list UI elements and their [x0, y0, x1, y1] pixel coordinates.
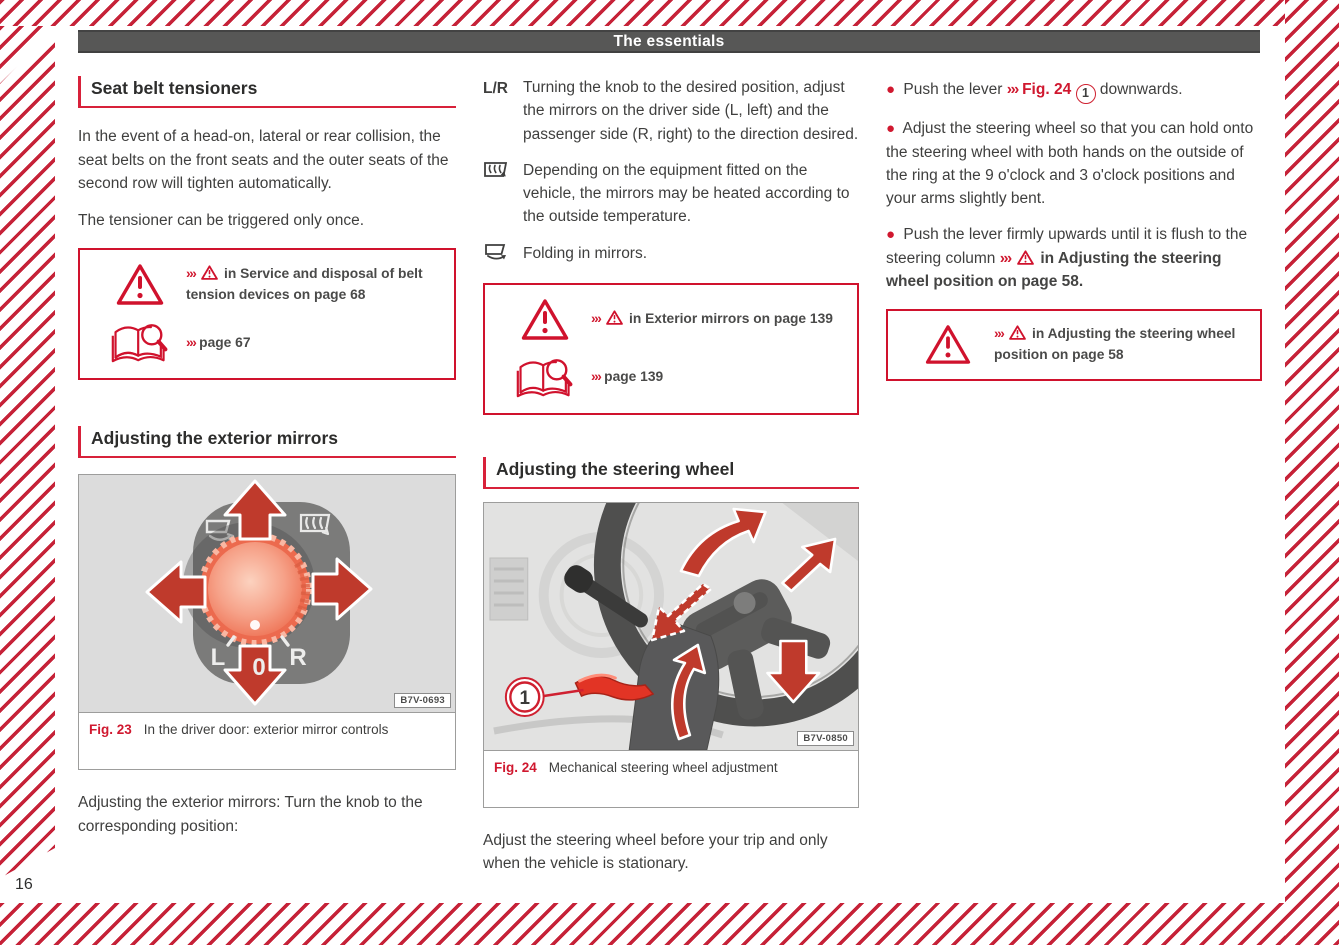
mirror-heating-icon [483, 160, 510, 180]
warning-reference-text: in Exterior mirrors on page 139 [628, 310, 833, 326]
paragraph-mirrors: Adjusting the exterior mirrors: Turn the knob to the corresponding position: [78, 794, 423, 835]
warning-reference-box-mirrors [483, 283, 859, 415]
figure-label: Fig. 23 [89, 722, 132, 738]
section-title-adjusting-steering-wheel: Adjusting the steering wheel [483, 457, 859, 489]
column-left [78, 76, 456, 838]
figure-23 [78, 474, 456, 770]
border-stripes-right [1285, 0, 1339, 945]
knob-position-label: L/R [483, 80, 508, 97]
book-reference-icon [111, 321, 169, 365]
warning-row [94, 263, 440, 306]
warning-reference-text: in Adjusting the steering wheel position on page 58 [994, 326, 1236, 362]
warning-triangle-inline-icon [201, 265, 218, 280]
warning-triangle-inline-icon [1017, 250, 1034, 265]
figure-caption-text: Mechanical steering wheel adjustment [548, 759, 778, 775]
warning-row [499, 356, 843, 400]
steering-wheel-adjustment-illustration [484, 503, 858, 750]
bullet-icon: ● [886, 226, 896, 244]
page-number: 16 [15, 876, 33, 893]
page-reference-text: page 139 [604, 369, 664, 385]
figure-caption-text: In the driver door: exterior mirror controls [143, 722, 389, 738]
chevron-reference: ››› [591, 369, 601, 385]
page-reference-text: page 67 [199, 334, 251, 350]
warning-triangle-inline-icon [606, 310, 623, 325]
list-item: L/R Turning the knob to the desired position, adjust the mirrors on the driver side (L, left) and the passenger side (R, right) to the direction desired. [483, 76, 859, 146]
warning-row [499, 298, 843, 341]
warning-row [94, 321, 440, 365]
chevron-reference: ››› [591, 310, 601, 326]
knob-letter-0: 0 [252, 654, 266, 682]
book-reference-icon [516, 356, 574, 400]
bullet-icon: ● [886, 120, 896, 137]
chevron-reference: ››› [186, 266, 196, 281]
paragraph-belt-1: In the event of a head-on, lateral or rear collision, the seat belts on the front seats and the outer seats of the second row will tighten automatically. [78, 128, 449, 193]
mirror-folding-icon [483, 243, 509, 260]
callout-1-reference: 1 [1076, 84, 1096, 104]
chevron-reference: ››› [994, 326, 1004, 342]
column-right [886, 78, 1262, 381]
warning-triangle-inline-icon [1009, 325, 1026, 340]
knob-position-list [483, 76, 859, 267]
figure-callout-1: 1 [519, 687, 531, 709]
warning-reference-box-steering [886, 309, 1262, 380]
figure-24 [483, 502, 859, 808]
chevron-reference: ››› [186, 334, 196, 350]
chapter-header [78, 30, 1260, 53]
warning-reference-box-belt [78, 248, 456, 380]
warning-triangle-icon [925, 324, 971, 365]
border-stripes-top [0, 0, 1339, 26]
section-title-adjusting-exterior-mirrors: Adjusting the exterior mirrors [78, 426, 456, 458]
list-item: Folding in mirrors. [483, 242, 859, 267]
section-title-seat-belt-tensioners: Seat belt tensioners [78, 76, 456, 108]
paragraph-belt-2: The tensioner can be triggered only once. [78, 211, 365, 229]
bullet-item: ● Push the lever ››› Fig. 24 1 downwards. [886, 78, 1262, 104]
figure-reference: Fig. 24 [1022, 81, 1072, 98]
warning-triangle-icon [521, 298, 569, 341]
figure-label: Fig. 24 [494, 759, 537, 775]
knob-letter-L: L [210, 644, 226, 672]
list-item: Depending on the equipment fitted on the vehicle, the mirrors may be heated according to the outside temperature. [483, 159, 859, 229]
warning-triangle-icon [116, 263, 164, 306]
chevron-reference: ››› [999, 249, 1011, 267]
chapter-title: The essentials [613, 33, 725, 50]
mirror-control-knob-illustration [79, 475, 455, 712]
border-stripes-left [0, 40, 55, 878]
bullet-icon: ● [886, 81, 896, 98]
warning-reference-text: in Service and disposal of belt tension devices on page 68 [186, 266, 423, 302]
bullet-item: ● Push the lever firmly upwards until it is flush to the steering column ››› in Adjusting the steering wheel position on page 58. [886, 226, 1248, 290]
border-stripes-bottom [0, 903, 1339, 945]
bullet-item: ● Adjust the steering wheel so that you can hold onto the steering wheel with both hands on the outside of the ring at the 9 o'clock and 3 o'clock positions and your arms slightly bent. [886, 120, 1254, 207]
warning-row [902, 324, 1246, 365]
chevron-reference: ››› [1006, 81, 1018, 98]
paragraph-steering: Adjust the steering wheel before your trip and only when the vehicle is stationary. [483, 831, 828, 873]
figure-image-code: B7V-0850 [797, 731, 854, 746]
knob-letter-R: R [289, 644, 307, 672]
figure-image-code: B7V-0693 [394, 693, 451, 708]
column-middle [483, 76, 859, 876]
